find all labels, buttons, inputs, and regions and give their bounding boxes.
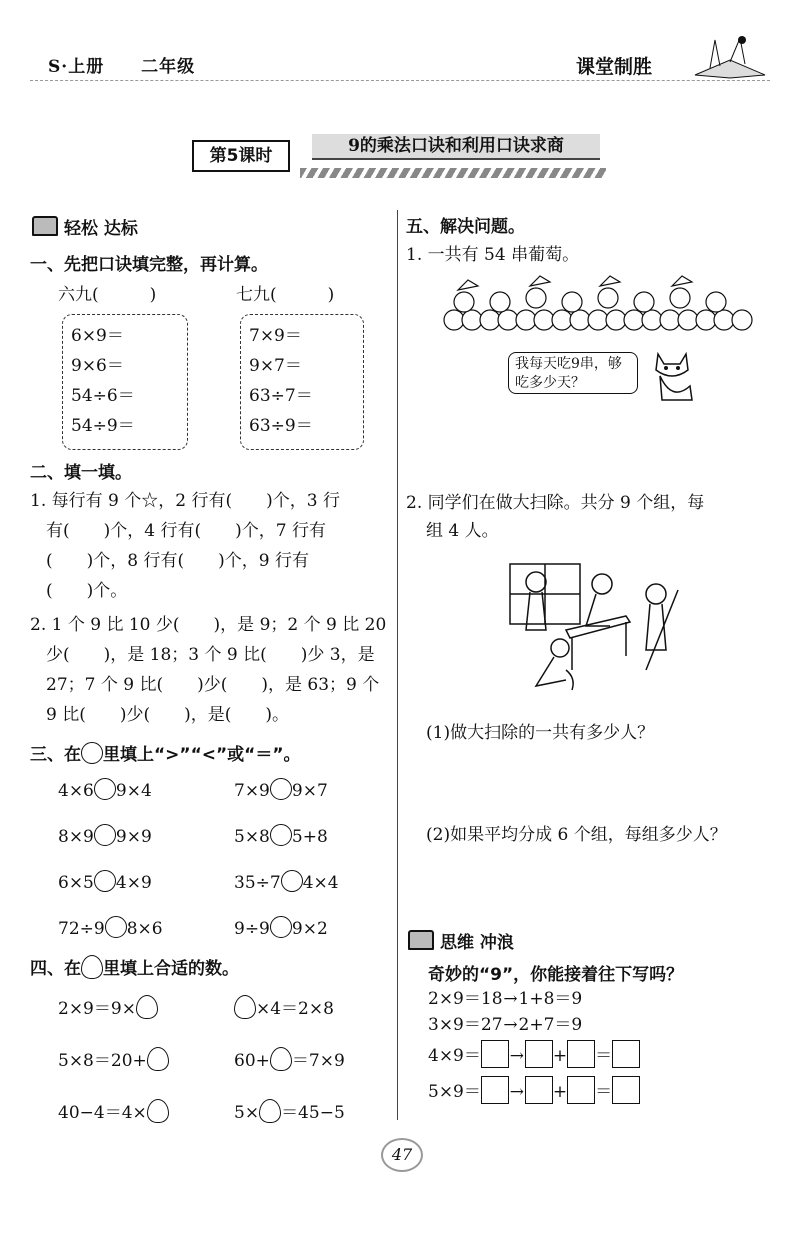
q1-b-item: 63÷9＝ <box>249 416 313 436</box>
books-icon <box>690 30 770 80</box>
q2-1-line: ( )个，8 行有( )个，9 行有 <box>46 551 309 571</box>
q3-left: 72÷9 <box>58 919 105 939</box>
q3-left: 4×6 <box>58 781 94 801</box>
header-divider <box>30 80 770 81</box>
q4-text: ×4＝2×8 <box>256 999 334 1019</box>
q3-right: 9×9 <box>115 827 152 847</box>
lesson-label: 第5课时 <box>192 140 290 172</box>
fill-row-2 <box>428 1076 640 1104</box>
speech-bubble <box>508 352 638 394</box>
q3-right: 5+8 <box>291 827 328 847</box>
blank-box[interactable] <box>612 1040 640 1068</box>
section-think-label: 思维 冲浪 <box>440 933 514 953</box>
q3-left: 35÷7 <box>234 873 281 893</box>
fill-eq: 5×9＝ <box>428 1082 481 1102</box>
blank-box[interactable] <box>525 1040 553 1068</box>
q4-row <box>58 994 388 1046</box>
q1-a-item: 6×9＝ <box>71 326 124 346</box>
example-sum: 2+7＝9 <box>518 1015 583 1035</box>
q3-left: 7×9 <box>234 781 270 801</box>
q3-left: 8×9 <box>58 827 94 847</box>
q2-1 <box>30 486 390 606</box>
compare-circle[interactable] <box>270 916 292 938</box>
circle-icon <box>81 742 103 764</box>
q4-text: 5× <box>234 1103 260 1123</box>
q2-title: 二、填一填。 <box>30 463 132 483</box>
peach-blank[interactable] <box>234 995 256 1019</box>
q3-title-a: 三、在 <box>30 745 81 765</box>
arrow-right-icon: → <box>509 1082 525 1102</box>
arrow-right-icon: → <box>503 1015 518 1035</box>
plus-sign: + <box>552 1046 568 1066</box>
speech-line-1: 我每天吃9串，够 <box>515 356 622 372</box>
blank-box[interactable] <box>525 1076 553 1104</box>
arrow-right-icon: → <box>509 1046 525 1066</box>
column-divider <box>397 210 398 1120</box>
blank-box[interactable] <box>481 1076 509 1104</box>
blank-box[interactable] <box>612 1076 640 1104</box>
q3-left: 5×8 <box>234 827 270 847</box>
equals-sign: ＝ <box>595 1082 613 1102</box>
example-eq: 2×9＝18 <box>428 989 503 1009</box>
q5-2-line2: 组 4 人。 <box>426 521 499 541</box>
q4-text: ＝45−5 <box>281 1103 345 1123</box>
lesson-title: 9的乘法口诀和利用口诀求商 <box>312 134 600 160</box>
q5-2-sub1: (1)做大扫除的一共有多少人？ <box>426 723 655 743</box>
q2-2-line: 2. 1 个 9 比 10 少( )，是 9；2 个 9 比 20 <box>30 615 387 635</box>
q5-1-text: 1. 一共有 54 串葡萄。 <box>406 245 580 265</box>
fill-row-1 <box>428 1040 640 1068</box>
blank-box[interactable] <box>567 1076 595 1104</box>
q4-text: 40−4＝4× <box>58 1103 147 1123</box>
q2-1-line: 有( )个，4 行有( )个，7 行有 <box>46 521 326 541</box>
q4-title-b: 里填上合适的数。 <box>103 959 239 979</box>
q4-text: ＝7×9 <box>291 1051 345 1071</box>
peach-blank[interactable] <box>259 1099 281 1123</box>
q1-a-item: 9×6＝ <box>71 356 124 376</box>
think-question: 奇妙的“9”，你能接着往下写吗？ <box>428 965 684 985</box>
q3-row <box>58 870 388 916</box>
series-label: S·上册 <box>48 57 105 77</box>
q3-grid <box>58 778 388 962</box>
cat-illustration <box>650 346 700 404</box>
peach-icon <box>81 955 103 979</box>
q3-right: 4×4 <box>302 873 339 893</box>
compare-circle[interactable] <box>94 824 116 846</box>
q2-1-line: 1. 每行有 9 个☆，2 行有( )个，3 行 <box>30 491 340 511</box>
title-stripes <box>300 168 606 178</box>
q4-row <box>58 1098 388 1150</box>
q3-row <box>58 824 388 870</box>
q3-title-b: 里填上“>”“<”或“＝”。 <box>103 745 301 765</box>
q4-row <box>58 1046 388 1098</box>
blank-box[interactable] <box>567 1040 595 1068</box>
q2-2 <box>30 610 390 730</box>
book-icon <box>32 216 58 236</box>
q3-title <box>30 740 301 765</box>
compare-circle[interactable] <box>281 870 303 892</box>
q4-text: 60+ <box>234 1051 270 1071</box>
compare-circle[interactable] <box>94 778 116 800</box>
q3-right: 9×4 <box>115 781 152 801</box>
q5-title: 五、解决问题。 <box>406 217 525 237</box>
arrow-right-icon: → <box>503 989 518 1009</box>
section-think <box>408 928 514 953</box>
grade-label: 二年级 <box>141 57 196 77</box>
example-eq: 3×9＝27 <box>428 1015 503 1035</box>
brand-title: 课堂制胜 <box>576 56 653 78</box>
peach-blank[interactable] <box>136 995 158 1019</box>
q2-2-line: 27；7 个 9 比( )少( )，是 63；9 个 <box>46 675 380 695</box>
q3-right: 9×7 <box>291 781 328 801</box>
q1-a-item: 54÷9＝ <box>71 416 135 436</box>
q1-b-item: 9×7＝ <box>249 356 302 376</box>
compare-circle[interactable] <box>105 916 127 938</box>
q4-text: 5×8＝20+ <box>58 1051 147 1071</box>
q1-a-item: 54÷6＝ <box>71 386 135 406</box>
speech-line-2: 吃多少天？ <box>515 375 585 391</box>
plus-sign: + <box>552 1082 568 1102</box>
example-row-2 <box>428 1010 582 1035</box>
example-row-1 <box>428 984 582 1009</box>
compare-circle[interactable] <box>270 824 292 846</box>
q1-a-box <box>62 314 188 450</box>
q4-title-a: 四、在 <box>30 959 81 979</box>
q3-right: 4×9 <box>115 873 152 893</box>
section-easy-label: 轻松 达标 <box>64 219 138 239</box>
page-number: 47 <box>381 1138 423 1172</box>
peach-blank[interactable] <box>270 1047 292 1071</box>
q1-title: 一、先把口诀填完整，再计算。 <box>30 255 268 275</box>
example-sum: 1+8＝9 <box>518 989 583 1009</box>
q3-row <box>58 778 388 824</box>
q2-2-line: 9 比( )少( )，是( )。 <box>46 705 290 725</box>
q3-right: 9×2 <box>291 919 328 939</box>
q4-grid <box>58 994 388 1150</box>
peach-blank[interactable] <box>147 1099 169 1123</box>
header-series <box>48 52 225 77</box>
compare-circle[interactable] <box>94 870 116 892</box>
section-easy <box>32 214 138 239</box>
cleaning-illustration <box>506 560 696 700</box>
peach-blank[interactable] <box>147 1047 169 1071</box>
q1-b-label: 七九( ) <box>236 285 335 305</box>
q1-b-item: 7×9＝ <box>249 326 302 346</box>
q5-2-sub2: (2)如果平均分成 6 个组，每组多少人？ <box>426 825 727 845</box>
q2-2-line: 少( )，是 18；3 个 9 比( )少 3，是 <box>46 645 375 665</box>
blank-box[interactable] <box>481 1040 509 1068</box>
q1-a-label: 六九( ) <box>58 285 157 305</box>
compare-circle[interactable] <box>270 778 292 800</box>
q3-left: 9÷9 <box>234 919 270 939</box>
q2-1-line: ( )个。 <box>46 581 128 601</box>
q1-b-item: 63÷7＝ <box>249 386 313 406</box>
equals-sign: ＝ <box>595 1046 613 1066</box>
book-icon <box>408 930 434 950</box>
grapes-illustration <box>440 268 760 346</box>
q3-right: 8×6 <box>126 919 163 939</box>
q3-left: 6×5 <box>58 873 94 893</box>
q5-2-line1: 2. 同学们在做大扫除。共分 9 个组，每 <box>406 493 705 513</box>
q4-text: 2×9＝9× <box>58 999 136 1019</box>
q1-b-box <box>240 314 364 450</box>
fill-eq: 4×9＝ <box>428 1046 481 1066</box>
q4-title <box>30 954 239 979</box>
